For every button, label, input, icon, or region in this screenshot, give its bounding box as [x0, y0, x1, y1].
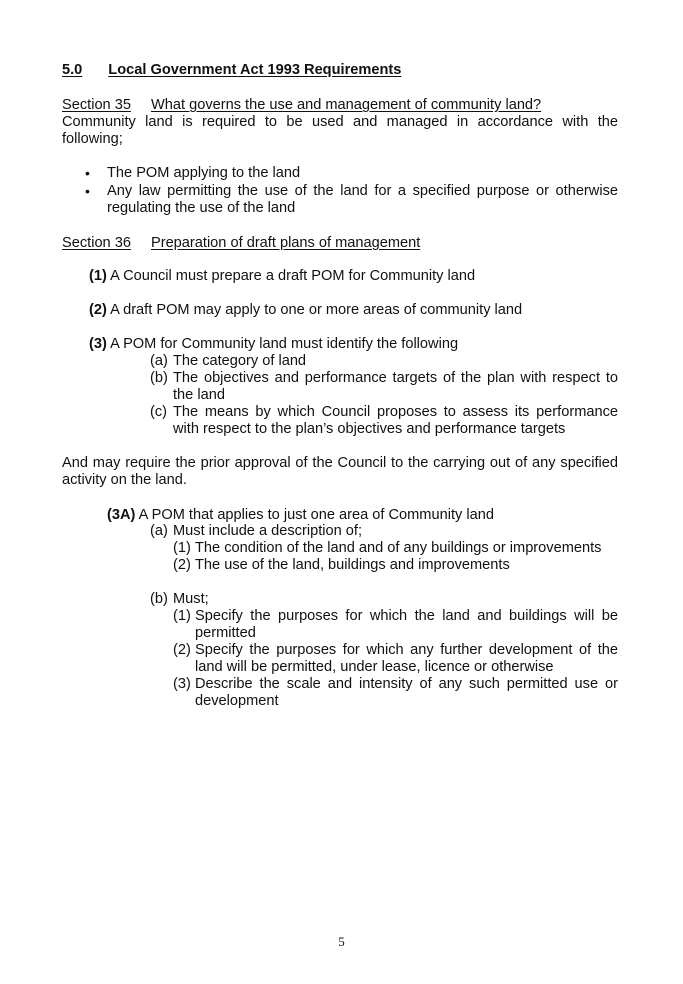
page-number: 5: [338, 934, 345, 949]
clause-1-number: (1): [89, 268, 107, 284]
section-35-title: What governs the use and management of community land?: [150, 97, 542, 113]
sub-3a-a-number: (a): [150, 523, 168, 539]
clause-3a-sub-b: [150, 591, 618, 608]
bullet-item-2: Any law permitting the use of the land for a specified purpose or otherwise regulating the use of the land: [107, 183, 618, 216]
clause-3: [89, 336, 458, 353]
clause-3a-b-item-1: [173, 608, 618, 642]
heading-number: 5.0: [62, 62, 83, 78]
item-text: The condition of the land and of any buildings or improvements: [195, 540, 602, 556]
clause-2-number: (2): [89, 302, 107, 318]
sub-c-text: The means by which Council proposes to assess its performance with respect to the plan’s objectives and performance targets: [173, 404, 618, 437]
clause-3a-number: (3A): [107, 507, 136, 523]
clause-3a-sub-a: [150, 523, 618, 540]
clause-1: [89, 268, 475, 285]
clause-3-sub-b: [150, 370, 618, 404]
section-36-label: Section 36: [62, 235, 131, 251]
item-number: (2): [173, 642, 191, 658]
and-may-paragraph: And may require the prior approval of the Council to the carrying out of any specified activity on the land.: [62, 455, 618, 488]
sub-a-text: The category of land: [173, 353, 307, 369]
clause-3a-a-item-1: [173, 540, 618, 557]
sub-b-number: (b): [150, 370, 168, 386]
bullet-item-1: The POM applying to the land: [107, 165, 301, 181]
clause-3a-b-item-3: [173, 676, 618, 710]
clause-3-number: (3): [89, 336, 107, 352]
item-text: Specify the purposes for which the land and buildings will be permitted: [195, 608, 618, 641]
bullet-icon: •: [85, 183, 90, 199]
section-35-heading: [62, 97, 541, 114]
section-36-title: Preparation of draft plans of management: [150, 235, 421, 251]
clause-3a-a-item-2: [173, 557, 618, 574]
item-number: (3): [173, 676, 191, 692]
heading-title: Local Government Act 1993 Requirements: [108, 62, 402, 78]
clause-3a-text: A POM that applies to just one area of Community land: [135, 507, 494, 523]
section-heading: [62, 62, 401, 79]
sub-a-number: (a): [150, 353, 168, 369]
sub-3a-a-text: Must include a description of;: [173, 523, 363, 539]
item-text: Describe the scale and intensity of any such permitted use or development: [195, 676, 618, 709]
clause-2: [89, 302, 522, 319]
item-number: (2): [173, 557, 191, 573]
item-text: The use of the land, buildings and improvements: [195, 557, 510, 573]
clause-3-sub-c: [150, 404, 618, 438]
section-36-heading: [62, 235, 420, 252]
sub-c-number: (c): [150, 404, 168, 420]
clause-3-sub-a: [150, 353, 618, 370]
section-35-label: Section 35: [62, 97, 131, 113]
item-text: Specify the purposes for which any further development of the land will be permitted, under lease, licence or otherwise: [195, 642, 618, 675]
sub-3a-b-number: (b): [150, 591, 168, 607]
item-number: (1): [173, 540, 191, 556]
bullet-icon: •: [85, 165, 90, 181]
section-35-intro: Community land is required to be used and managed in accordance with the following;: [62, 114, 618, 147]
item-number: (1): [173, 608, 191, 624]
clause-1-text: A Council must prepare a draft POM for Community land: [106, 268, 476, 284]
clause-3a-b-item-2: [173, 642, 618, 676]
sub-3a-b-text: Must;: [173, 591, 209, 607]
clause-2-text: A draft POM may apply to one or more areas of community land: [106, 302, 523, 318]
sub-b-text: The objectives and performance targets of the plan with respect to the land: [173, 370, 618, 403]
clause-3-text: A POM for Community land must identify the following: [106, 336, 459, 352]
clause-3a: [107, 507, 494, 524]
